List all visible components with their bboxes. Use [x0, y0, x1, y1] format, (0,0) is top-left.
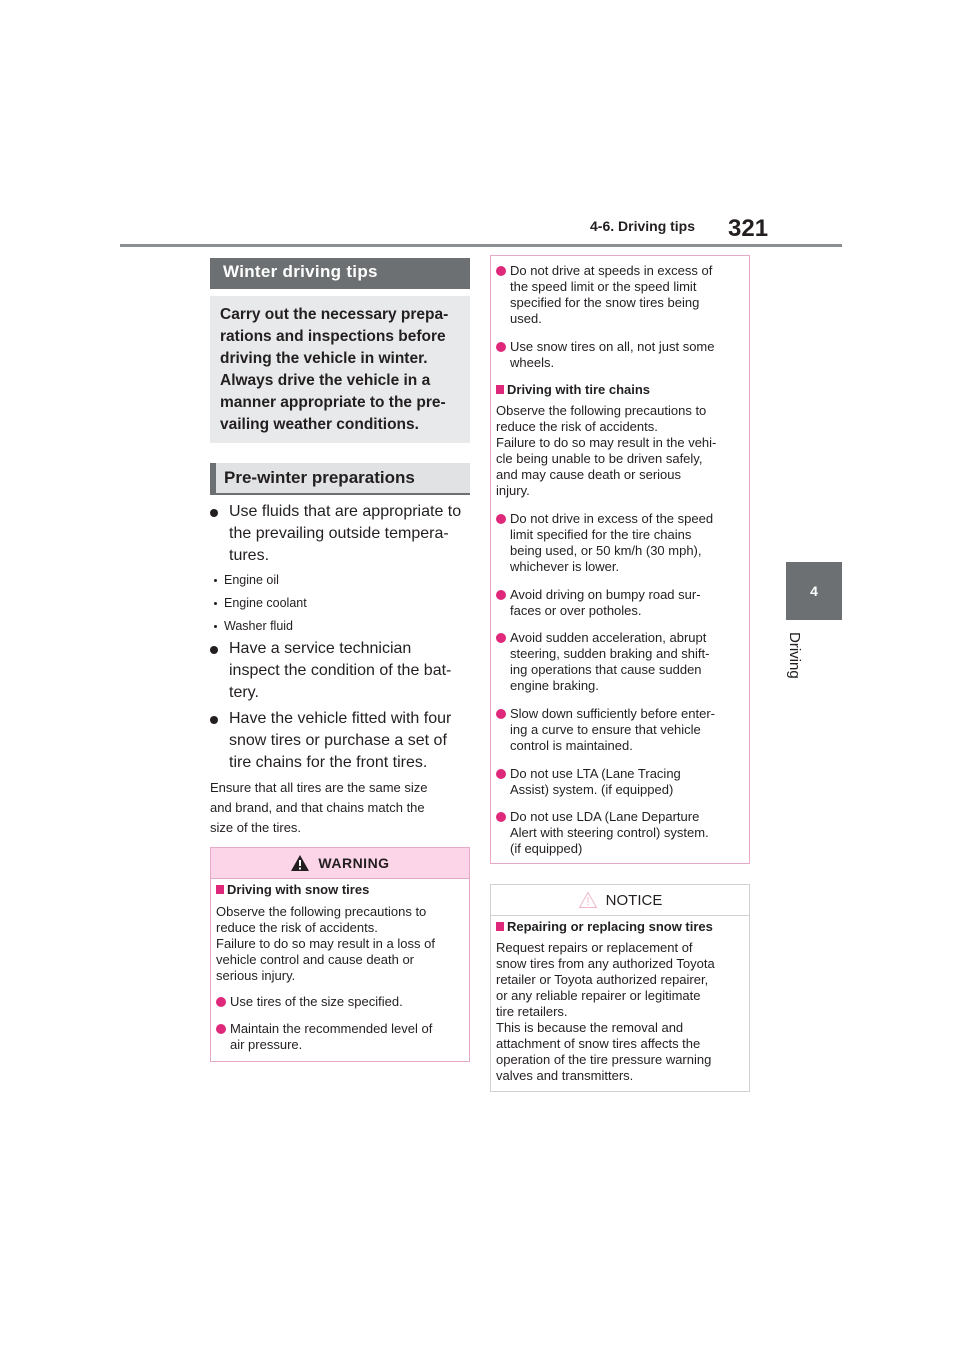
winter-intro: Carry out the necessary prepa- rations and inspections before driving the vehicle in winter. Always drive the vehicle in a manner appropriate to the pre- vailing weather conditions.	[210, 296, 470, 443]
warning-item: Avoid sudden acceleration, abrupt steering, sudden braking and shift- ing operations that cause sudden engine braking.	[496, 630, 750, 694]
pink-dot-icon	[496, 769, 506, 779]
page-number: 321	[728, 215, 769, 242]
square-bullet-icon	[496, 922, 504, 931]
notice-subheading: Repairing or replacing snow tires	[496, 919, 713, 934]
pink-dot-icon	[496, 266, 506, 276]
fluid-item: Engine coolant	[214, 595, 307, 611]
warning-triangle-icon	[290, 854, 310, 872]
warning-item: Use tires of the size specified.	[216, 994, 470, 1010]
chapter-label: Driving	[786, 632, 803, 679]
snow-tires-subheading: Driving with snow tires	[216, 882, 369, 897]
pink-dot-icon	[496, 590, 506, 600]
warning-header: WARNING	[211, 848, 469, 879]
square-bullet-icon	[216, 885, 224, 894]
pink-dot-icon	[496, 633, 506, 643]
pre-winter-heading: Pre-winter preparations	[210, 463, 470, 495]
section-title: 4-6. Driving tips	[590, 218, 696, 234]
notice-text: Request repairs or replacement of snow tires from any authorized Toyota retailer or Toyota authorized repairer, or any reliable repairer or legitimate tire retailers. This is because the removal and attachment of snow tires affects the operation of the tire pressure warning valves and transmitters.	[496, 940, 715, 1083]
snow-tires-text: Observe the following precautions to reduce the risk of accidents. Failure to do so may result in a loss of vehicle control and cause death or serious injury.	[216, 904, 435, 983]
header-rule	[120, 244, 842, 247]
notice-box	[490, 884, 750, 1092]
warning-item: Do not drive in excess of the speed limit specified for the tire chains being used, or 50 km/h (30 mph), whichever is lower.	[496, 511, 750, 575]
warning-item: Avoid driving on bumpy road sur- faces or over potholes.	[496, 587, 750, 619]
fluid-item: Washer fluid	[214, 618, 293, 634]
pink-dot-icon	[216, 997, 226, 1007]
bullet-fluids: Use fluids that are appropriate to the prevailing outside tempera- tures.	[210, 501, 472, 567]
warning-item: Do not drive at speeds in excess of the speed limit or the speed limit specified for the snow tires being used.	[496, 263, 750, 327]
chains-subheading: Driving with tire chains	[496, 382, 650, 397]
pink-dot-icon	[216, 1024, 226, 1034]
pink-dot-icon	[496, 514, 506, 524]
warning-box-continued	[490, 255, 750, 864]
pink-dot-icon	[496, 709, 506, 719]
warning-item: Do not use LDA (Lane Departure Alert with steering control) system. (if equipped)	[496, 809, 750, 857]
pink-dot-icon	[496, 812, 506, 822]
notice-triangle-icon	[578, 891, 598, 909]
tire-note: Ensure that all tires are the same size and brand, and that chains match the size of the tires.	[210, 780, 428, 835]
bullet-dot-icon	[210, 646, 218, 654]
bullet-dot-icon	[210, 509, 218, 517]
warning-item: Maintain the recommended level of air pressure.	[216, 1021, 470, 1053]
bullet-tires: Have the vehicle fitted with four snow tires or purchase a set of tire chains for the front tires.	[210, 708, 472, 774]
chapter-tab: 4	[786, 562, 842, 620]
chains-text: Observe the following precautions to reduce the risk of accidents. Failure to do so may result in the vehi- cle being unable to be driven safely, and may cause death or serious injury.	[496, 403, 717, 498]
notice-header: NOTICE	[491, 885, 749, 916]
square-bullet-icon	[496, 385, 504, 394]
bullet-dot-icon	[210, 716, 218, 724]
bullet-battery: Have a service technician inspect the condition of the bat- tery.	[210, 638, 472, 704]
warning-item: Use snow tires on all, not just some wheels.	[496, 339, 750, 371]
warning-box	[210, 847, 470, 1062]
winter-tips-heading: Winter driving tips	[210, 258, 470, 289]
warning-item: Slow down sufficiently before enter- ing a curve to ensure that vehicle control is maintained.	[496, 706, 750, 754]
warning-item: Do not use LTA (Lane Tracing Assist) system. (if equipped)	[496, 766, 750, 798]
pink-dot-icon	[496, 342, 506, 352]
fluid-item: Engine oil	[214, 572, 279, 588]
